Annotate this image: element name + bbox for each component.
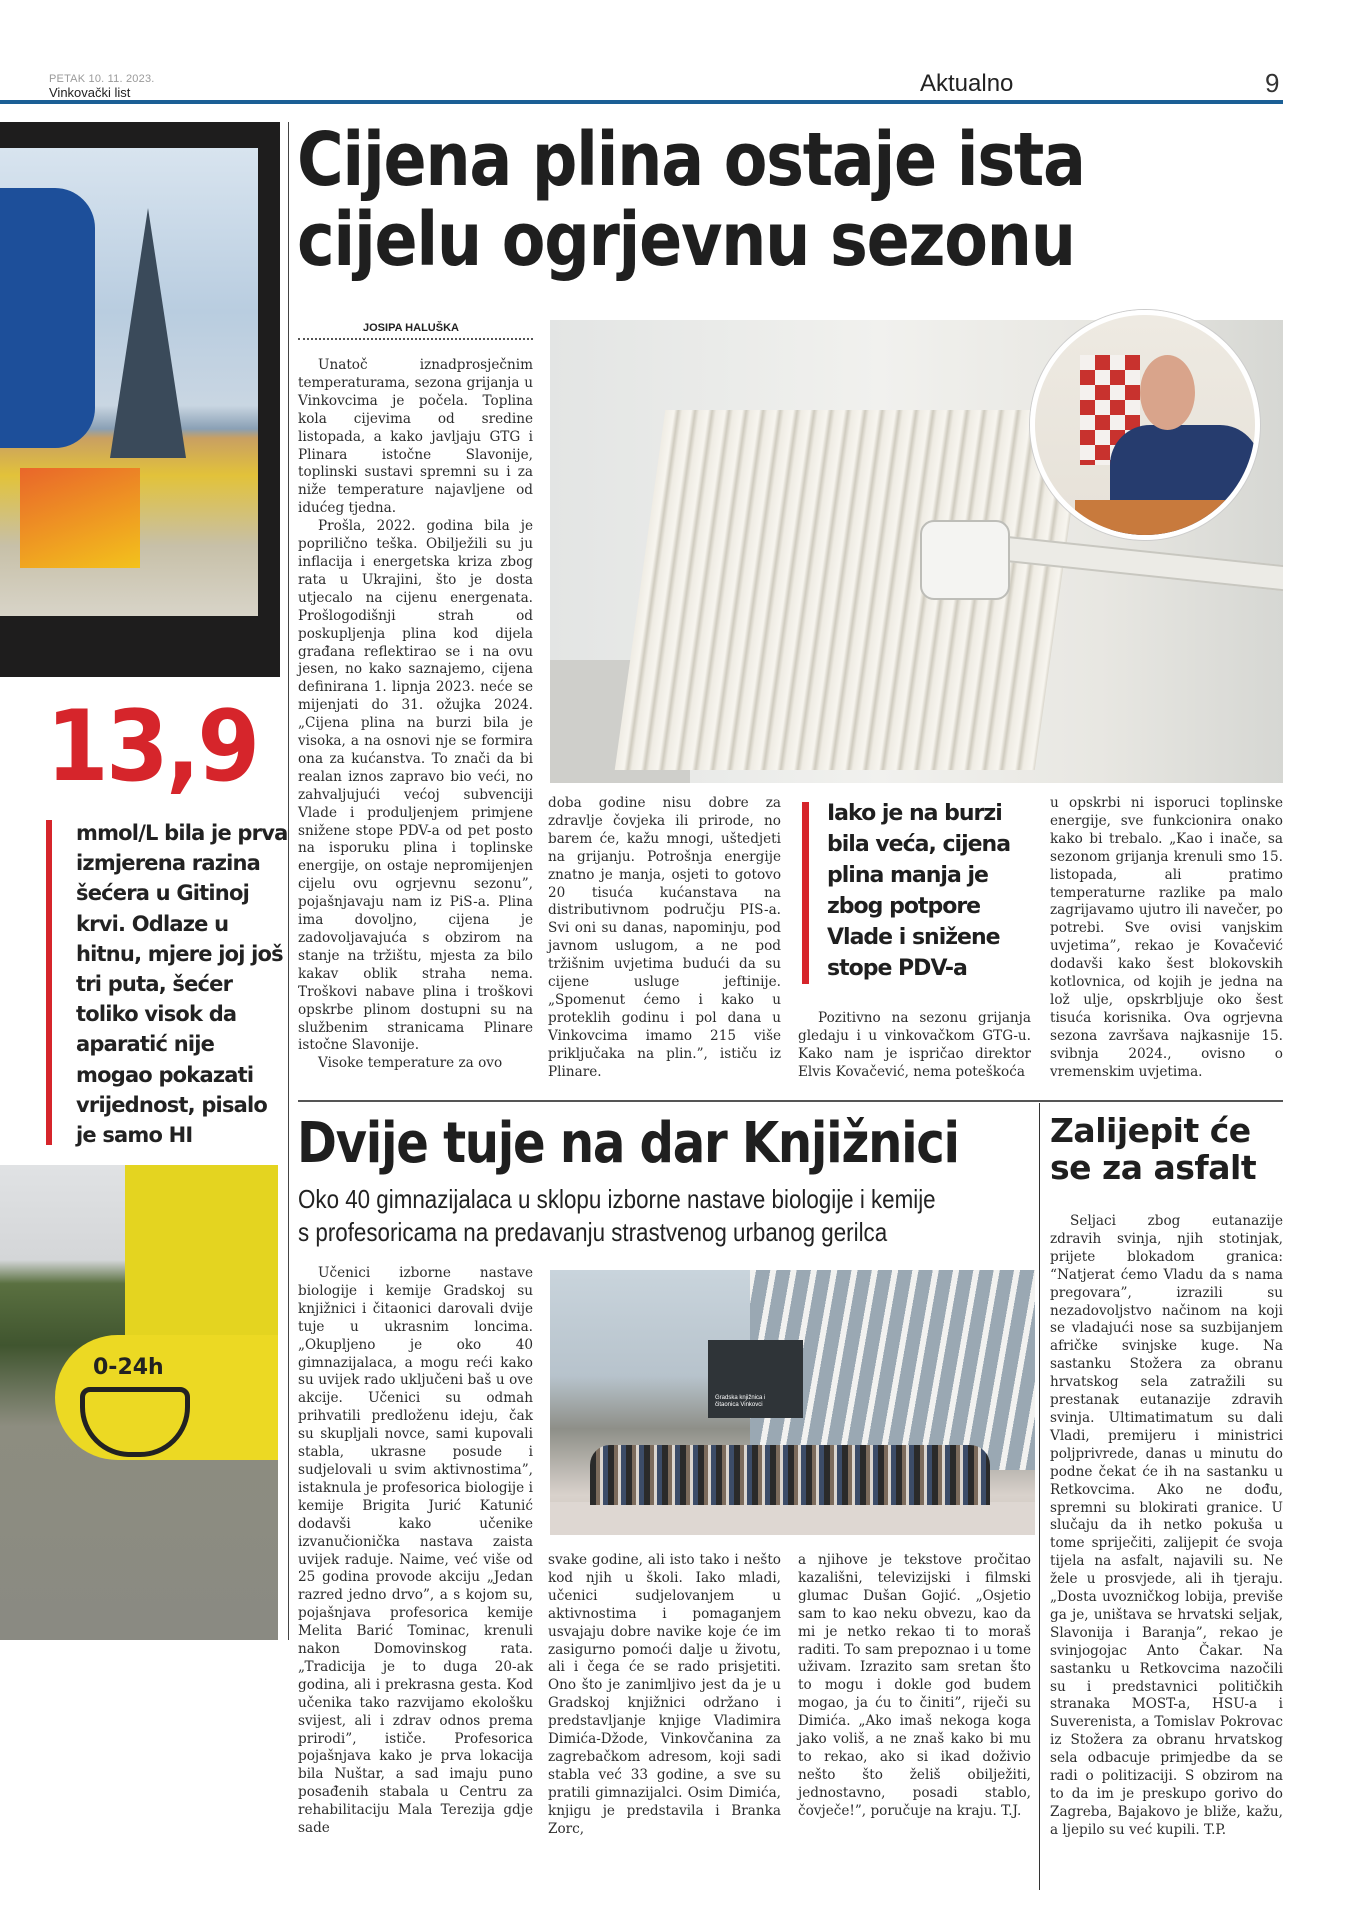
column-divider-right — [1039, 1103, 1040, 1890]
article-column-4 — [1050, 795, 1283, 1082]
main-headline-line1: Cijena plina ostaje ista — [297, 117, 1085, 203]
article-column-1 — [298, 357, 533, 1073]
third-headline-line2: se za asfalt — [1050, 1148, 1257, 1187]
third-headline-line1: Zalijepit će — [1050, 1111, 1251, 1150]
article-column-2 — [548, 795, 781, 1082]
second-article-column-3 — [798, 1552, 1031, 1821]
library-group-photo — [550, 1270, 1035, 1535]
arm-sleeve-shape — [0, 188, 95, 448]
main-headline — [297, 117, 1085, 283]
second-article-column-2 — [548, 1552, 781, 1839]
podium-shape — [1075, 500, 1260, 540]
third-article-body — [1050, 1213, 1283, 1840]
radiator-shape — [615, 410, 1086, 770]
student-group-shape — [590, 1445, 990, 1505]
page-number: 9 — [1265, 68, 1280, 98]
pull-quote-accent-bar — [802, 802, 809, 984]
section-title: Aktualno — [920, 70, 1014, 97]
issue-date: PETAK 10. 11. 2023. — [49, 73, 155, 85]
subheadline-line1: Oko 40 gimnazijalaca u sklopu izborne nastave biologije i kemije — [298, 1184, 936, 1214]
main-headline-line2: cijelu ogrjevnu sezonu — [297, 197, 1075, 283]
byline-rule — [298, 338, 533, 340]
paragraph: Visoke temperature za ovo — [318, 1055, 503, 1072]
article-column-3 — [798, 1010, 1031, 1082]
arch-pillar-shape — [125, 1165, 278, 1345]
paragraph: Učenici izborne nastave biologije i kemije Gradskoj su knjižnici i čitaonici darovali dvije tuje u ukrasnim loncima. „Okupljeno je oko 40 gimnazijalaca, a mogu reći kako su uvijek rado uključeni baš u ove akcije. Učenici su odmah prihvatili predloženu ideju, čak su skupljali novce, sami kupovali stabla, ukrasne posude i sudjelovali u svim aktivnostima”, istaknula je profesorica biologije i kemije Brigita Jurić Katunić dodavši kako učenike izvanučionička nastava zaista uvijek raduje. Naime, već više od 25 godina provode akciju „Jedan razred jedno drvo”, a s kojom su, pojašnjava profesorica kemije Melita Barić Tominac, krenuli nakon Domovinskog rata.„Tradicija je to duga 20-ak godina, ali i prekrasna gesta. Kod učenika tako razvijamo ekološku svijest, ali i zdrav odnos prema prirodi”, ističe. Profesorica pojašnjava kako je prva lokacija bila Nuštar, a sad imaju puno posađenih stabala u Centru za rehabilitaciju Mala Terezija gdje sade — [298, 1265, 533, 1837]
second-article-column-1 — [298, 1265, 533, 1838]
section-divider — [298, 1100, 1283, 1102]
thermostat-valve-shape — [920, 520, 1010, 600]
inflatable-arch-photo — [0, 1165, 278, 1640]
head-shape — [1140, 355, 1195, 430]
library-sign-text — [715, 1395, 765, 1409]
eiffel-tower-shape — [110, 208, 186, 458]
second-headline: Dvije tuje na dar Knjižnici — [297, 1111, 959, 1176]
paragraph: svake godine, ali isto tako i nešto kod njih u školi. Iako mladi, učenici sudjelovanjem u aktivnostima i pomaganjem usvajaju dobre navike koje će im zasigurno pomoći dalje u životu, ali i čega će se rado prisjetiti. Ono što je zanimljivo jest da je u Gradskoj knjižnici održano i predstavljanje knjige Vladimira Dimića-Džode, Vinkovčanina za zagrebačkom adresom, koji sadi stabla već 33 godine, a sve su pratili gimnazijalci. Osim Dimića, knjigu je predstavila i Branka Zorc, — [548, 1552, 781, 1837]
pull-quote: Iako je na burzi bila veća, cijena plina manja je zbog potpore Vlade i snižene stope PDV-a — [827, 801, 1011, 981]
subheadline-line2: s profesoricama na predavanju strastvenog urbanog gerilca — [298, 1217, 888, 1247]
sign-line1: Gradska knjižnica i — [715, 1395, 766, 1401]
paragraph: Seljaci zbog eutanazije zdravih svinja, njih stotinjak, prijete blokadom granica: “Natjerat ćemo Vladu da s nama pregovara”, izrazili su nezadovoljstvo načinom na koji se vladajući nose sa suzbijanjem afričke svinjske kuge. Na sastanku Stožera za obranu hrvatskog sela zatražili su prestanak eutanazije zdravih svinja. Ultimatimatum su dali Vladi, premijeru i ministrici poljprivrede, danas u minutu do podne čekat će ih na sastanku u Retkovcima. Ako ne dođu, spremni su blokirati granice. U slučaju da ih netko pokuša u tome spriječiti, zalijepit će svoja tijela na asfalt, najavili su. Ne žele u prosvjede, ali ih tjeraju. „Dosta uvozničkog lobija, previše ga je, uništava se hrvatski seljak, Slavonija i Baranja”, rekao je svinjogojac Anto Čakar. Na sastanku u Retkovcima nazočili su i predstavnici političkih stranaka MOST-a, HSU-a i Suverenista, a Tomislav Pokrovac iz Stožera za obranu hrvatskog sela odbacuje primjedbe da se radi o politizaciji. S obzirom na to da im je preskupo gorivo do Zagreba, Bajakovo je bliže, kažu, a ljepilo su već kupili. T.P. — [1050, 1213, 1283, 1838]
paragraph: doba godine nisu dobre za zdravlje čovjeka ili prirode, no barem će, kažu mnogi, uštedjeti na grijanju. Potrošnja energije znatno je manja, osjeti to gotovo 20 tisuća kućanstava na distributivnom području PIS-a. Svi oni su danas, napominju, pod javnom uslugom, a ne pod tržišnim uvjetima budući da su cijene usluge jeftinije. „Spomenut ćemo i kako u proteklih godinu i pol dana u Vinkovcima imamo 215 više priključaka na plin.”, ističu iz Plinare. — [548, 795, 781, 1080]
paragraph: Prošla, 2022. godina bila je poprilično teška. Obilježili su ju inflacija i energetska kriza zbog rata u Ukrajini, što je dosta utjecalo na cijenu energenata. Prošlogodišnji strah od poskupljenja plina kod dijela građana reflektirao se i na ovu jesen, no kako saznajemo, cijena definirana 1. lipnja 2023. neće se mijenjati do 31. ožujka 2024. „Cijena plina na burzi bila je visoka, a na osnovi nje se formira ona za kućanstva. To znači da bi realan iznos zapravo bio veći, no zahvaljujući većoj subvenciji Vlade i produljenjem primjene snižene stope PDV-a od pet posto na isporuku plina i toplinske energije, on ostaje nepromijenjen cijelu ovu ogrjevnu sezonu”, pojašnjavaju nam iz PiS-a. Plina ima dovoljno, cijena je zadovoljavajuća s obzirom na stanje na tržištu, mjesta za bilo kakav oblik straha nema. Troškovi nabave plina i troškovi opskrbe plinom dostupni su na službenim stranicama Plinare istočne Slavonije. — [298, 518, 533, 1054]
highlight-number: 13,9 — [46, 690, 258, 804]
photo-scene — [0, 148, 258, 616]
quote-accent-bar — [46, 820, 52, 1145]
newspaper-name: Vinkovački list — [49, 85, 131, 100]
eiffel-tower-photo — [0, 122, 280, 677]
third-headline — [1050, 1112, 1256, 1186]
paragraph: a njihove je tekstove pročitao kazališni, televizijski i filmski glumac Dušan Gojić. „Osjetio sam to kao neku obvezu, kao da mi je netko rekao ti to moraš raditi. To sam prepoznao i u tome uživam. Izrazito sam sretan što to mogu i dokle god budem mogao, ja ću to činiti”, riječi su Dimića. „Ako imaš nekoga koga jako voliš, a ne znaš kako bi mu to rekao, ako si ikad doživio nešto što želiš obilježiti, jednostavno, posadi stablo, čovječe!”, poručuje na kraju. T.J. — [798, 1552, 1031, 1819]
pavement-shape — [550, 1502, 1035, 1535]
graffiti-art-shape — [20, 468, 140, 568]
photo-label: 0-24h — [93, 1355, 164, 1380]
header-rule — [0, 100, 1283, 104]
paragraph: Unatoč iznadprosječnim temperaturama, sezona grijanja u Vinkovcima je počela. Toplina kola cijevima od sredine listopada, a kako javljaju GTG i Plinara istočne Slavonije, toplinski sustavi spremni su i za niže temperature najavljene od idućeg tjedna. — [298, 357, 533, 517]
sidebar-quote: mmol/L bila je prva izmjerena razina šećera u Gitinoj krvi. Odlaze u hitnu, mjere joj još tri puta, šećer toliko visok da aparatić nije mogao pokazati vrijednost, pisalo je samo HI — [76, 821, 288, 1148]
paragraph: Pozitivno na sezonu grijanja gledaju i u vinkovačkom GTG-u. Kako nam je ispričao direktor Elvis Kovačević, nema poteškoća — [798, 1010, 1031, 1080]
paragraph: u opskrbi ni isporuci toplinske energije, sve funkcionira onako kako bi trebalo. „Kao i inače, sa sezonom grijanja krenuli smo 15. listopada, ali pratimo temperaturne razlike pa malo zagrijavamo ujutro ili navečer, po potrebi. Sve ovisi vanjskim uvjetima”, rekao je Kovačević dodavši kako šest blokovskih kotlovnica, od kojih je jedna na lož ulje, opskrbljuje oko šest tisuća korisnika. Ova ogrjevna sezona završava najkasnije 15. svibnja 2024., ovisno o vremenskim uvjetima. — [1050, 795, 1283, 1080]
director-portrait-photo — [1030, 310, 1260, 540]
column-divider — [288, 122, 289, 1640]
second-subheadline — [298, 1183, 952, 1249]
byline: JOSIPA HALUŠKA — [363, 322, 459, 334]
sign-line2: čitaonica Vinkovci — [715, 1402, 763, 1408]
